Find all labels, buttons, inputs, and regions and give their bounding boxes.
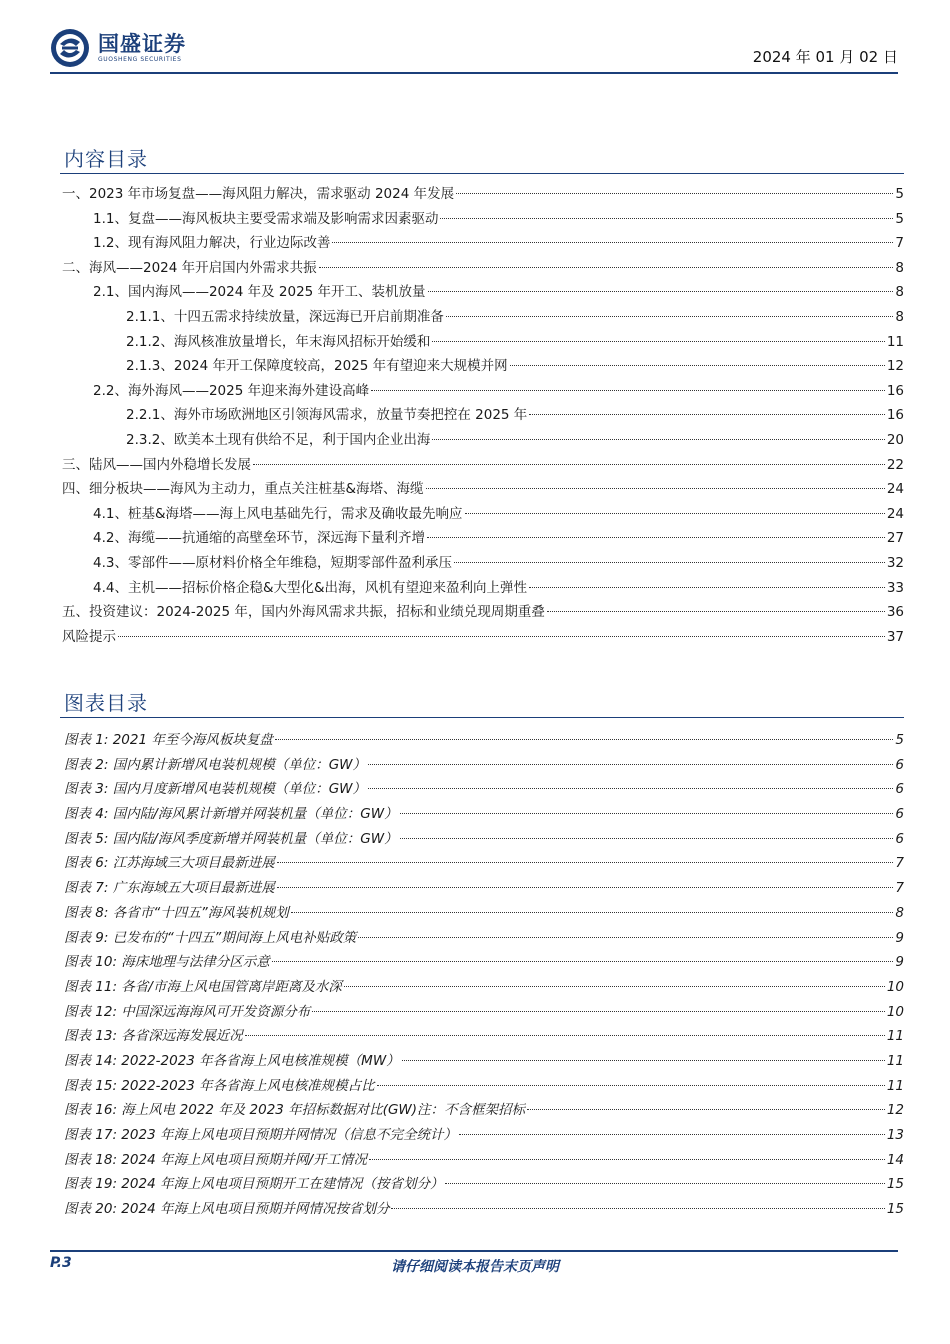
toc-entry-page: 7 — [895, 235, 904, 252]
dot-leader — [427, 536, 885, 538]
toc-entry-label: 图表 16: 海上风电 2022 年及 2023 年招标数据对比(GW)注：不含框架招标 — [64, 1102, 526, 1119]
toc-entry-label: 图表 9: 已发布的“十四五”期间海上风电补贴政策 — [64, 929, 357, 946]
dot-leader — [358, 936, 893, 938]
figures-title: 图表目录 — [64, 691, 148, 715]
logo-icon — [50, 28, 90, 68]
toc-entry-label: 图表 3: 国内月度新增风电装机规模（单位：GW） — [64, 781, 367, 798]
toc-entry-page: 27 — [886, 530, 904, 547]
toc-entry[interactable] — [60, 453, 904, 478]
toc-entry[interactable] — [60, 1049, 904, 1074]
toc-entry-page: 5 — [895, 186, 904, 202]
company-logo — [50, 28, 186, 68]
toc-entry-page: 22 — [886, 456, 904, 473]
dot-leader — [428, 290, 894, 292]
toc-entry-page: 37 — [886, 628, 904, 645]
toc-entry[interactable] — [60, 802, 904, 827]
toc-entry[interactable] — [60, 280, 904, 305]
toc-entry-label: 2.1.3、2024 年开工保障度较高，2025 年有望迎来大规模并网 — [126, 358, 508, 375]
toc-entry-page: 8 — [895, 308, 904, 325]
toc-entry-page: 9 — [895, 929, 904, 946]
toc-entry[interactable] — [60, 1172, 904, 1197]
toc-entry[interactable] — [60, 1098, 904, 1123]
toc-entry[interactable] — [60, 728, 904, 753]
dot-leader — [272, 960, 894, 962]
figures-list — [60, 728, 904, 1222]
toc-entry-label: 四、细分板块——海风为主动力，重点关注桩基&海塔、海缆 — [62, 481, 424, 498]
toc-entry-label: 1.2、现有海风阻力解决，行业边际改善 — [93, 235, 331, 252]
toc-entry-label: 图表 13: 各省深远海发展近况 — [64, 1028, 243, 1045]
toc-entry-page: 11 — [886, 333, 904, 350]
toc-entry-label: 2.2、海外海风——2025 年迎来海外建设高峰 — [93, 382, 370, 399]
toc-entry[interactable] — [60, 403, 904, 428]
toc-entry[interactable] — [60, 777, 904, 802]
toc-entry-label: 图表 8: 各省市“十四五”海风装机规划 — [64, 904, 289, 921]
toc-entry-label: 图表 4: 国内陆/海风累计新增并网装机量（单位：GW） — [64, 806, 398, 823]
toc-entry[interactable] — [60, 950, 904, 975]
toc-entry-page: 11 — [886, 1028, 904, 1045]
toc-entry[interactable] — [60, 182, 904, 207]
logo-english-name: GUOSHENG SECURITIES — [98, 56, 182, 63]
dot-leader — [459, 1133, 885, 1135]
dot-leader — [291, 911, 894, 913]
toc-entry-page: 6 — [895, 806, 904, 823]
toc-entry-page: 8 — [895, 259, 904, 276]
toc-entry[interactable] — [60, 975, 904, 1000]
toc-entry[interactable] — [60, 625, 904, 650]
toc-entry-label: 五、投资建议：2024-2025 年，国内外海风需求共振，招标和业绩兑现周期重叠 — [62, 604, 545, 621]
toc-entry[interactable] — [60, 753, 904, 778]
dot-leader — [275, 738, 894, 740]
toc-entry-page: 15 — [886, 1176, 904, 1193]
dot-leader — [510, 364, 885, 366]
toc-entry-page: 14 — [886, 1151, 904, 1168]
dot-leader — [547, 610, 885, 612]
toc-entry-page: 11 — [886, 1077, 904, 1094]
toc-entry-page: 5 — [895, 732, 904, 748]
figures-divider — [60, 717, 904, 718]
toc-entry-label: 2.1.1、十四五需求持续放量，深远海已开启前期准备 — [126, 308, 444, 325]
toc-entry[interactable] — [60, 231, 904, 256]
toc-entry[interactable] — [60, 354, 904, 379]
toc-entry[interactable] — [60, 1148, 904, 1173]
toc-entry-label: 风险提示 — [62, 628, 116, 645]
toc-entry-label: 图表 20: 2024 年海上风电项目预期并网情况按省划分 — [64, 1201, 390, 1218]
toc-entry-label: 图表 17: 2023 年海上风电项目预期并网情况（信息不完全统计） — [64, 1127, 457, 1143]
toc-entry-page: 16 — [886, 407, 904, 424]
dot-leader — [253, 463, 885, 465]
toc-entry-label: 2.3.2、欧美本土现有供给不足，利于国内企业出海 — [126, 431, 431, 448]
toc-entry-label: 4.4、主机——招标价格企稳&大型化&出海，风机有望迎来盈利向上弹性 — [93, 579, 528, 596]
toc-entry-label: 4.1、桩基&海塔——海上风电基础先行，需求及确收最先响应 — [93, 505, 463, 522]
toc-entry-page: 12 — [886, 358, 904, 375]
dot-leader — [368, 763, 893, 765]
toc-entry[interactable] — [60, 1024, 904, 1049]
dot-leader — [400, 812, 894, 814]
toc-entry[interactable] — [60, 526, 904, 551]
toc-entry[interactable] — [60, 256, 904, 281]
page-header — [50, 28, 898, 72]
toc-entry[interactable] — [60, 926, 904, 951]
toc-entry-label: 图表 1: 2021 年至今海风板块复盘 — [64, 732, 273, 748]
dot-leader — [118, 635, 885, 637]
disclaimer-note: 请仔细阅读本报告末页声明 — [391, 1259, 559, 1275]
toc-entry-label: 图表 10: 海床地理与法律分区示意 — [64, 954, 270, 971]
toc-entry-page: 5 — [895, 210, 904, 227]
dot-leader — [465, 512, 885, 514]
toc-entry[interactable] — [60, 305, 904, 330]
dot-leader — [445, 1182, 884, 1184]
footer-divider — [50, 1250, 898, 1252]
toc-entry-page: 36 — [886, 604, 904, 621]
dot-leader — [277, 861, 894, 863]
dot-leader — [456, 192, 893, 194]
report-date: 2024 年 01 月 02 日 — [752, 48, 898, 66]
dot-leader — [440, 217, 893, 219]
toc-entry-page: 8 — [895, 904, 904, 921]
toc-entry[interactable] — [60, 827, 904, 852]
dot-leader — [527, 1108, 885, 1110]
toc-entry-page: 24 — [886, 505, 904, 522]
toc-entry[interactable] — [60, 576, 904, 601]
toc-entry[interactable] — [60, 851, 904, 876]
dot-leader — [371, 389, 885, 391]
toc-entry-label: 图表 11: 各省/市海上风电国管离岸距离及水深 — [64, 978, 342, 995]
toc-entry-page: 15 — [886, 1201, 904, 1218]
toc-entry-page: 12 — [886, 1102, 904, 1119]
toc-entry[interactable] — [60, 1123, 904, 1148]
toc-entry-label: 4.2、海缆——抗通缩的高壁垒环节，深远海下量利齐增 — [93, 530, 425, 547]
toc-entry-page: 9 — [895, 954, 904, 971]
toc-entry-page: 7 — [895, 855, 904, 872]
toc-entry-label: 1.1、复盘——海风板块主要受需求端及影响需求因素驱动 — [93, 210, 439, 227]
dot-leader — [529, 413, 885, 415]
toc-entry-label: 一、2023 年市场复盘——海风阻力解决，需求驱动 2024 年发展 — [62, 186, 455, 202]
toc-entry-label: 图表 19: 2024 年海上风电项目预期开工在建情况（按省划分） — [64, 1176, 444, 1193]
header-divider — [50, 72, 898, 74]
toc-entry[interactable] — [60, 1197, 904, 1222]
toc-entry-page: 33 — [886, 579, 904, 596]
dot-leader — [432, 340, 884, 342]
toc-entry[interactable] — [60, 600, 904, 625]
dot-leader — [391, 1207, 884, 1209]
toc-entry-page: 11 — [886, 1052, 904, 1069]
dot-leader — [432, 438, 884, 440]
dot-leader — [426, 487, 885, 489]
toc-entry-label: 图表 15: 2022-2023 年各省海上风电核准规模占比 — [64, 1077, 375, 1094]
toc-entry-label: 图表 6: 江苏海域三大项目最新进展 — [64, 855, 275, 872]
toc-entry[interactable] — [60, 379, 904, 404]
toc-entry-label: 图表 18: 2024 年海上风电项目预期并网/开工情况 — [64, 1151, 368, 1168]
dot-leader — [368, 787, 893, 789]
toc-entry[interactable] — [60, 428, 904, 453]
toc-entry-page: 6 — [895, 781, 904, 798]
toc-entry-label: 三、陆风——国内外稳增长发展 — [62, 456, 251, 473]
toc-entry-page: 16 — [886, 382, 904, 399]
dot-leader — [529, 586, 885, 588]
contents-divider — [60, 173, 904, 174]
toc-entry[interactable] — [60, 876, 904, 901]
toc-entry-label: 图表 7: 广东海域五大项目最新进展 — [64, 880, 275, 897]
dot-leader — [454, 561, 885, 563]
dot-leader — [446, 315, 894, 317]
toc-entry-label: 2.1.2、海风核准放量增长，年末海风招标开始缓和 — [126, 333, 431, 350]
toc-entry[interactable] — [60, 1074, 904, 1099]
toc-entry[interactable] — [60, 502, 904, 527]
toc-entry-label: 2.2.1、海外市场欧洲地区引领海风需求，放量节奏把控在 2025 年 — [126, 407, 528, 424]
toc-entry-page: 7 — [895, 880, 904, 897]
dot-leader — [312, 1010, 885, 1012]
contents-title: 内容目录 — [64, 147, 148, 171]
toc-entry[interactable] — [60, 1000, 904, 1025]
toc-entry-page: 32 — [886, 554, 904, 571]
dot-leader — [277, 886, 894, 888]
toc-entry[interactable] — [60, 901, 904, 926]
toc-entry-page: 10 — [886, 1003, 904, 1020]
toc-entry-label: 图表 14: 2022-2023 年各省海上风电核准规模（MW） — [64, 1052, 400, 1069]
dot-leader — [402, 1059, 885, 1061]
toc-entry-page: 6 — [895, 830, 904, 847]
toc-entry-page: 20 — [886, 431, 904, 448]
dot-leader — [332, 241, 893, 243]
toc-entry-label: 2.1、国内海风——2024 年及 2025 年开工、装机放量 — [93, 284, 426, 301]
dot-leader — [377, 1084, 885, 1086]
toc-entry-label: 图表 12: 中国深远海海风可开发资源分布 — [64, 1003, 311, 1020]
toc-entry-page: 8 — [895, 284, 904, 301]
dot-leader — [369, 1158, 885, 1160]
toc-entry-page: 10 — [886, 978, 904, 995]
dot-leader — [245, 1034, 885, 1036]
toc-entry-label: 4.3、零部件——原材料价格全年维稳，短期零部件盈利承压 — [93, 554, 452, 571]
dot-leader — [400, 837, 894, 839]
logo-name: 国盛证券 — [98, 32, 186, 56]
toc-entry[interactable] — [60, 207, 904, 232]
toc-entry-page: 6 — [895, 756, 904, 773]
toc-entry-label: 图表 5: 国内陆/海风季度新增并网装机量（单位：GW） — [64, 830, 398, 847]
toc-entry[interactable] — [60, 477, 904, 502]
toc-entry-label: 图表 2: 国内累计新增风电装机规模（单位：GW） — [64, 756, 367, 773]
toc-entry[interactable] — [60, 330, 904, 355]
dot-leader — [319, 266, 894, 268]
dot-leader — [344, 985, 885, 987]
contents-list — [60, 182, 904, 649]
toc-entry-page: 13 — [886, 1127, 904, 1143]
page-number: P.3 — [50, 1255, 72, 1271]
toc-entry-label: 二、海风——2024 年开启国内外需求共振 — [62, 259, 317, 276]
toc-entry-page: 24 — [886, 481, 904, 498]
toc-entry[interactable] — [60, 551, 904, 576]
